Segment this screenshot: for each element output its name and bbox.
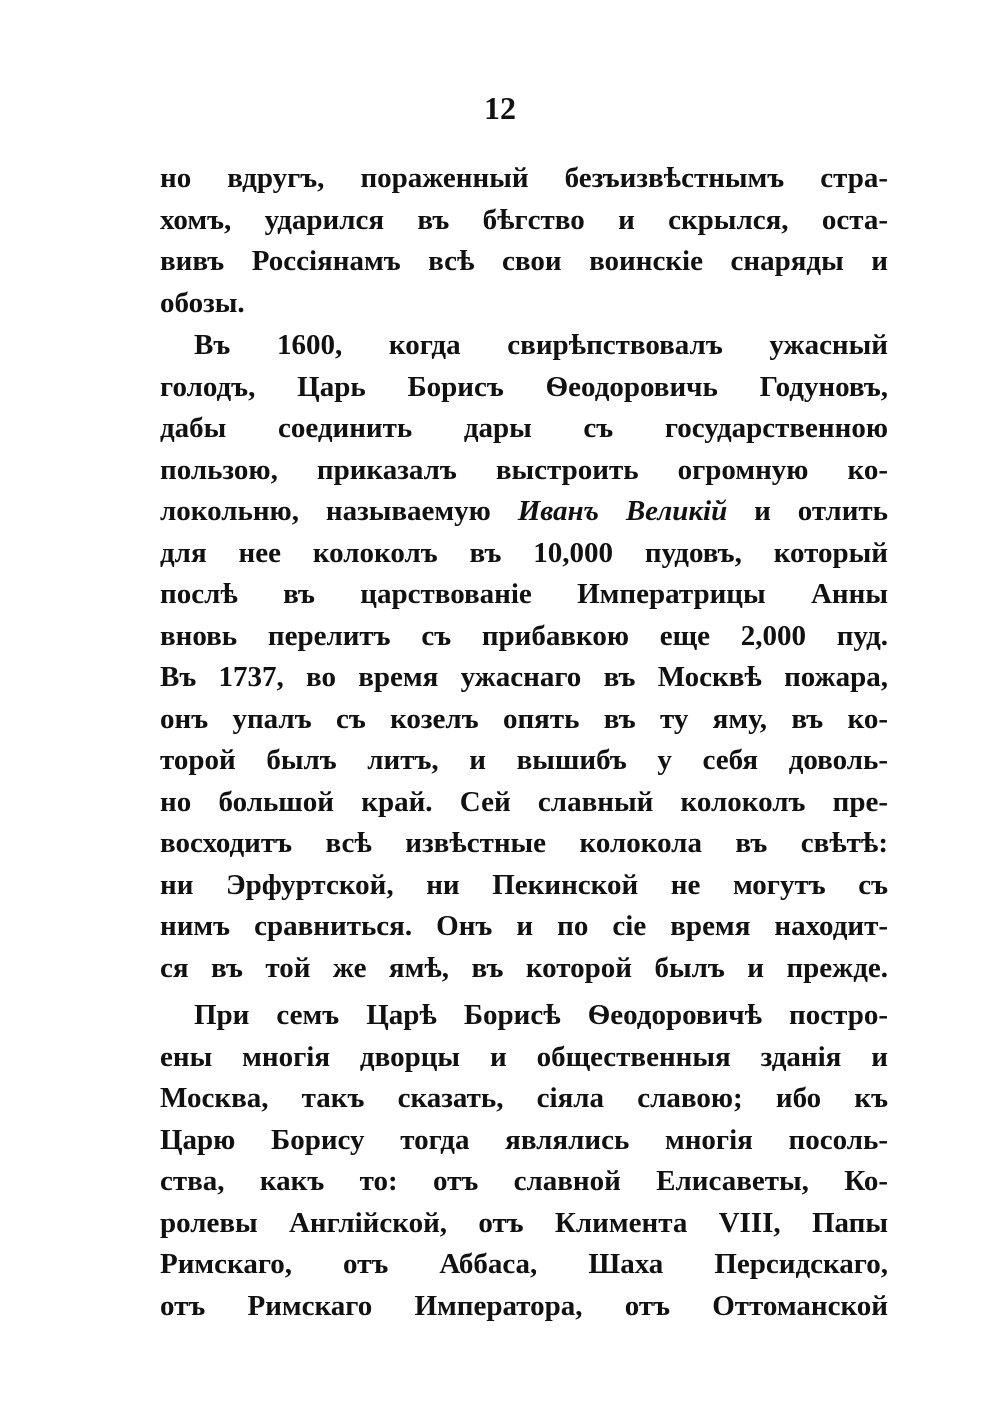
text-line: ни Эрфуртской, ни Пекинской не могутъ съ (160, 868, 888, 901)
text-line: ся въ той же ямѣ, въ которой былъ и прежде. (160, 951, 888, 984)
text-line: При семъ Царѣ Борисѣ Ѳеодоровичѣ постро- (194, 999, 888, 1031)
text-line: Царю Борису тогда являлись многія посоль- (160, 1123, 888, 1156)
text-line: торой былъ литъ, и вышибъ у себя доволь- (160, 744, 888, 776)
text-line: Римскаго, отъ Аббаса, Шаха Персидскаго, (160, 1248, 888, 1280)
text-line: ены многія дворцы и общественныя зданія и (160, 1040, 888, 1073)
text-line: для нее колоколъ въ 10,000 пудовъ, который (160, 536, 888, 569)
text-line: но большой край. Сей славный колоколъ пре- (160, 785, 888, 818)
text-line: пользою, приказалъ выстроить огромную ко- (160, 453, 888, 486)
italic-name: Иванъ Великій (517, 495, 728, 527)
text-line: восходитъ всѣ извѣстные колокола въ свѣтѣ: (160, 827, 888, 859)
text-line: дабы соединить дары съ государственною (160, 412, 888, 444)
text-line: голодъ, Царь Борисъ Ѳеодоровичь Годуновъ, (160, 370, 888, 403)
text-line: вновь перелитъ съ прибавкою еще 2,000 пуд. (160, 619, 888, 652)
text-line: обозы. (160, 286, 245, 319)
text-line: ролевы Англійской, отъ Климента VIII, Папы (160, 1206, 888, 1239)
text-line: Въ 1737, во время ужаснаго въ Москвѣ пожара, (160, 661, 888, 693)
text-line: нимъ сравниться. Онъ и по сіе время находит- (160, 910, 888, 942)
text-line: ства, какъ то: отъ славной Елисаветы, Ко- (160, 1165, 888, 1197)
text-line: послѣ въ царствованіе Императрицы Анны (160, 578, 888, 610)
text-segment: локольню, называемую (160, 495, 491, 527)
text-line: Въ 1600, когда свирѣпствовалъ ужасный (194, 329, 888, 361)
text-line: но вдругъ, пораженный безъизвѣстнымъ стра- (160, 162, 888, 194)
text-segment: и отлить (754, 495, 888, 527)
text-line (160, 491, 888, 533)
paragraph-1 (160, 158, 888, 324)
text-line: вивъ Россіянамъ всѣ свои воинскіе снаряды и (160, 245, 888, 277)
text-line: Москва, такъ сказать, сіяла славою; ибо къ (160, 1082, 888, 1114)
text-line: отъ Римскаго Императора, отъ Оттоманской (160, 1289, 888, 1322)
paragraph-3 (160, 995, 888, 1327)
paragraph-2 (160, 325, 888, 989)
text-line: хомъ, ударился въ бѣгство и скрылся, оста- (160, 203, 888, 236)
page-number: 12 (484, 90, 516, 126)
text-line: онъ упалъ съ козелъ опять въ ту яму, въ ко- (160, 702, 888, 735)
